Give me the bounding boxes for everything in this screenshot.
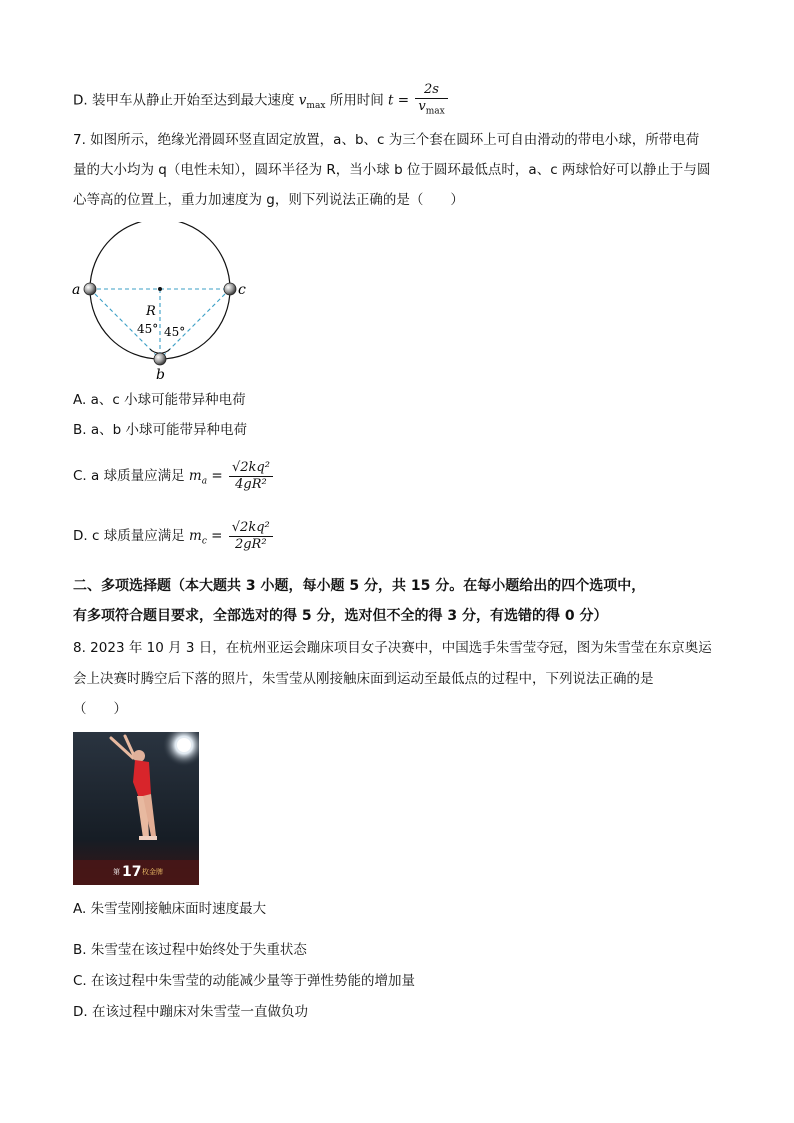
caption-suffix: 枚金牌 <box>142 868 163 876</box>
light-core <box>177 738 191 752</box>
photo-illustration <box>73 732 199 885</box>
ball-c <box>224 283 236 295</box>
q8-option-c: C. 在该过程中朱雪莹的动能减少量等于弹性势能的增加量 <box>73 973 416 989</box>
caption-prefix: 第 <box>113 868 120 876</box>
athlete-feet <box>139 836 157 840</box>
section2-heading-line2: 有多项符合题目要求，全部选对的得 5 分，选对但不全的得 3 分，有选错的得 0 分） <box>73 608 608 624</box>
q8-stem-line1: 8. 2023 年 10 月 3 日，在杭州亚运会蹦床项目女子决赛中，中国选手朱雪莹夺冠，图为朱雪莹在东京奥运 <box>73 640 712 656</box>
q6-fraction: $\frac{2s}{v_{max}}$ <box>415 82 447 120</box>
q7-option-a: A. a、c 小球可能带异种电荷 <box>73 392 246 408</box>
trampoline-photo <box>73 732 199 885</box>
q8-option-d: D. 在该过程中蹦床对朱雪莹一直做负功 <box>73 1004 308 1020</box>
q8-option-a: A. 朱雪莹刚接触床面时速度最大 <box>73 901 267 917</box>
ball-a <box>84 283 96 295</box>
q7-d-fraction: $\frac{\text{√2kq²}}{\text{2gR²}}$ <box>229 520 273 553</box>
label-b: b <box>156 367 165 383</box>
ball-b <box>154 353 166 365</box>
q6-option-d: D. 装甲车从静止开始至达到最大速度 $v_{max}$ 所用时间 t = $\frac{2s}{v_{max}}$ <box>73 82 448 120</box>
label-a: a <box>72 282 81 298</box>
q8-stem-line3: （ ） <box>73 701 127 717</box>
q7-stem-line1: 7. 如图所示，绝缘光滑圆环竖直固定放置，a、b、c 为三个套在圆环上可自由滑动的带电小球，所带电荷 <box>73 132 700 148</box>
center-dot <box>158 287 162 291</box>
q7-stem-line2: 量的大小均为 q（电性未知），圆环半径为 R，当小球 b 位于圆环最低点时，a、c 两球恰好可以静止于与圆 <box>73 162 711 178</box>
angle-right-label: 45° <box>164 325 186 339</box>
q8-stem-line2: 会上决赛时腾空后下落的照片，朱雪莹从刚接触床面到运动至最低点的过程中，下列说法正确的是 <box>73 671 654 687</box>
ring-diagram <box>66 222 256 384</box>
label-c: c <box>238 282 246 298</box>
q7-option-c: C. a 球质量应满足 $m_a$ = $\frac{\text{√2kq²}}{\text{4gR²}}$ <box>73 460 273 493</box>
athlete-head <box>133 750 145 762</box>
angle-left-label: 45° <box>137 322 159 336</box>
cb-dashed-line <box>160 289 230 359</box>
q7-option-d: D. c 球质量应满足 $m_c$ = $\frac{\text{√2kq²}}{\text{2gR²}}$ <box>73 520 273 553</box>
label-R: R <box>146 304 156 319</box>
q8-option-b: B. 朱雪莹在该过程中始终处于失重状态 <box>73 942 307 958</box>
q7-c-fraction: $\frac{\text{√2kq²}}{\text{4gR²}}$ <box>229 460 273 493</box>
q7-option-b: B. a、b 小球可能带异种电荷 <box>73 422 247 438</box>
q7-stem-line3: 心等高的位置上，重力加速度为 g，则下列说法正确的是（ ） <box>73 192 464 208</box>
section2-heading-line1: 二、多项选择题（本大题共 3 小题，每小题 5 分，共 15 分。在每小题给出的四个选项中， <box>73 578 646 594</box>
caption-number: 17 <box>122 864 142 880</box>
